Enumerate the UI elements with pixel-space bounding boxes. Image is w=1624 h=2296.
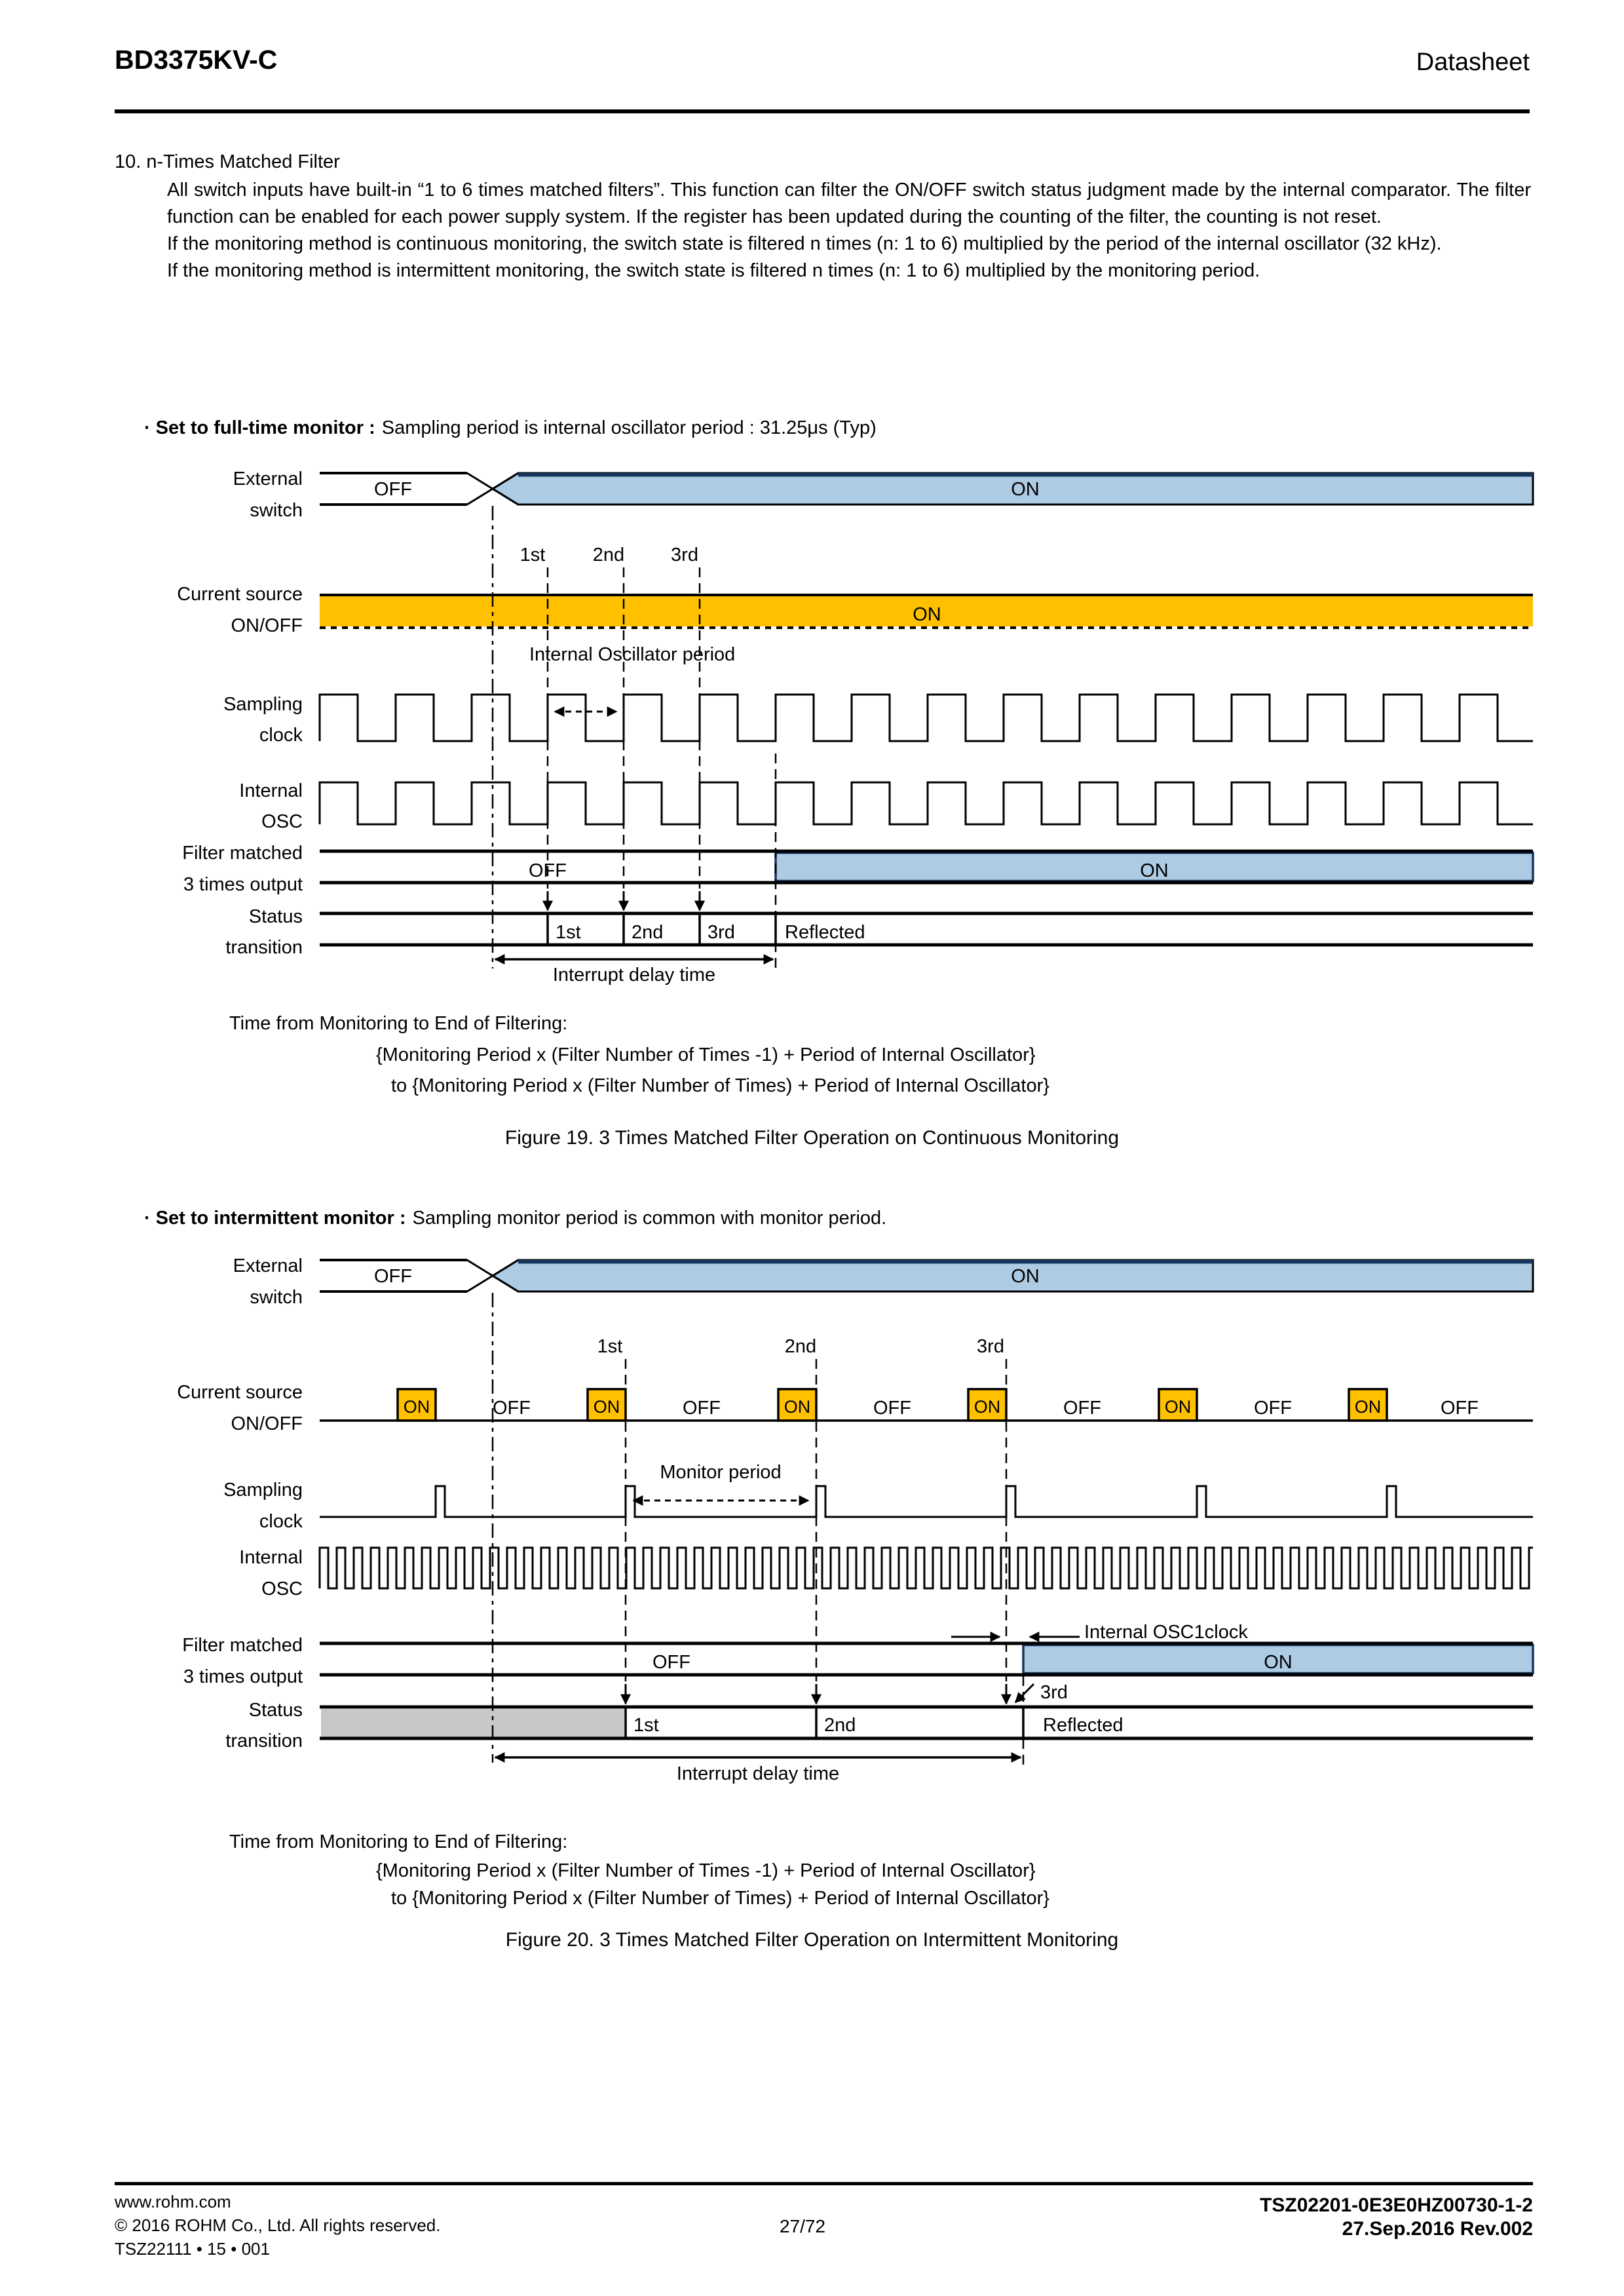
current-source-state-labels [404,1397,1479,1419]
ext-on-label: ON [1011,1266,1040,1287]
timing-note-intro: Time from Monitoring to End of Filtering: [229,1831,568,1852]
row-label-sampling: Sampling [223,1480,303,1501]
paragraph: If the monitoring method is continuous monitoring, the switch state is filtered n times (n: 1 to 6) multiplied by the period of the internal oscillator (32 kHz). [167,233,1442,254]
timing-note-formula-max: to {Monitoring Period x (Filter Number of Times) + Period of Internal Oscillator} [391,1888,1049,1909]
interrupt-delay-label: Interrupt delay time [676,1763,840,1784]
status-1st-label: 1st [633,1715,659,1736]
sample2-label: 2nd [592,545,625,565]
figure20-diagram [177,1255,1533,1784]
fig20-internal-osc-wave [320,1548,1533,1588]
status-reflected-label: Reflected [1043,1715,1124,1736]
row-label-filter-matched: Filter matched [182,1635,303,1656]
row-label-osc: OSC [261,811,303,832]
filter-on-label: ON [1264,1652,1293,1673]
svg-text:OFF: OFF [1063,1398,1101,1419]
paragraph: If the monitoring method is intermittent monitoring, the switch state is filtered n times (n: 1 to 6) multiplied by the monitoring period. [167,260,1260,281]
footer-rule [115,2182,1533,2185]
row-label-filter-matched: Filter matched [182,843,303,864]
footer-copyright: © 2016 ROHM Co., Ltd. All rights reserved. [115,2215,441,2235]
third-reflect-label: 3rd [1040,1682,1068,1703]
row-label-onoff: ON/OFF [231,1413,303,1434]
svg-text:OFF: OFF [1441,1398,1479,1419]
figure20-caption: Figure 20. 3 Times Matched Filter Operation on Intermittent Monitoring [505,1929,1119,1951]
svg-text:ON: ON [1354,1397,1382,1417]
row-label-current-source: Current source [177,1382,303,1403]
paragraph: All switch inputs have built-in “1 to 6 times matched filters”. This function can filter the ON/OFF switch status judgment made by the internal comparator. The filter function can be enabled for each power supply system. If the register has been updated during the counting of the filter, the counting is not reset. [167,180,1531,227]
footer-code: TSZ22111 • 15 • 001 [115,2239,270,2259]
current-on-label: ON [913,604,941,625]
fig19-internal-osc-wave [320,782,1533,824]
svg-text:ON: ON [784,1397,811,1417]
row-label-transition: transition [225,1731,303,1751]
section-title: n-Times Matched Filter [146,151,340,172]
bullet-text: Sampling period is internal oscillator period : 31.25μs (Typ) [381,417,877,438]
svg-text:ON: ON [1164,1397,1192,1417]
filter-off-label: OFF [529,860,567,881]
row-label-switch: switch [250,1287,303,1308]
status-2nd-label: 2nd [824,1715,856,1736]
bullet-bold-label: Set to intermittent monitor : [155,1208,406,1229]
row-label-transition: transition [225,937,303,958]
filter-on-label: ON [1140,860,1169,881]
row-label-status: Status [248,1700,303,1721]
monitor-period-label: Monitor period [660,1462,782,1483]
bullet-dot: · [144,417,151,438]
row-label-switch: switch [250,500,303,521]
row-label-internal: Internal [239,1547,303,1568]
row-label-3times-output: 3 times output [183,1666,303,1687]
sample3-label: 3rd [671,545,698,565]
row-label-external: External [233,1255,303,1276]
footer-page-number: 27/72 [780,2216,826,2236]
row-label-clock: clock [259,725,303,746]
sample2-label: 2nd [784,1336,817,1357]
ext-on-label: ON [1011,479,1040,500]
bullet-bold-label: Set to full-time monitor : [155,417,375,438]
svg-text:ON: ON [403,1397,430,1417]
figure19-caption: Figure 19. 3 Times Matched Filter Operation on Continuous Monitoring [504,1127,1120,1149]
svg-text:ON: ON [973,1397,1001,1417]
bullet-dot: · [144,1208,151,1229]
footer-revision: 27.Sep.2016 Rev.002 [1342,2218,1533,2240]
status-reflected-label: Reflected [785,922,865,943]
status-band [320,913,1533,945]
row-label-clock: clock [259,1511,303,1532]
row-label-onoff: ON/OFF [231,615,303,636]
section-number: 10. [115,151,142,172]
timing-note-intro: Time from Monitoring to End of Filtering: [229,1013,568,1034]
osc1clock-label: Internal OSC1clock [1084,1622,1248,1643]
sample1-label: 1st [519,545,546,565]
footer-url: www.rohm.com [115,2192,231,2211]
ext-off-label: OFF [374,479,412,500]
ext-off-label: OFF [374,1266,412,1287]
footer-left-block [115,2190,440,2261]
row-label-internal: Internal [239,780,303,801]
timing-note-formula-min: {Monitoring Period x (Filter Number of Times -1) + Period of Internal Oscillator} [376,1044,1036,1065]
row-label-3times-output: 3 times output [183,874,303,895]
fig20-sampling-clock-wave [320,1486,1533,1517]
filter-off-label: OFF [652,1652,690,1673]
bullet-text: Sampling monitor period is common with monitor period. [412,1208,887,1229]
status-1st-label: 1st [556,922,581,943]
row-label-status: Status [248,906,303,927]
timing-note-formula-min: {Monitoring Period x (Filter Number of Times -1) + Period of Internal Oscillator} [376,1860,1036,1881]
status-gray-region [321,1709,624,1737]
doc-type-label: Datasheet [1416,48,1530,76]
sample1-label: 1st [597,1336,623,1357]
svg-text:OFF: OFF [683,1398,721,1419]
footer-right-block [1260,2194,1533,2241]
svg-text:OFF: OFF [873,1398,911,1419]
fig19-sampling-clock-wave [320,695,1533,741]
footer-doc-number: TSZ02201-0E3E0HZ00730-1-2 [1260,2194,1533,2216]
row-label-external: External [233,469,303,489]
figure19-diagram [177,469,1533,985]
interrupt-delay-label: Interrupt delay time [552,965,716,985]
status-3rd-label: 3rd [708,922,735,943]
timing-note-formula-max: to {Monitoring Period x (Filter Number of Times) + Period of Internal Oscillator} [391,1075,1049,1096]
row-label-current-source: Current source [177,584,303,605]
svg-text:OFF: OFF [1254,1398,1292,1419]
row-label-osc: OSC [261,1578,303,1599]
row-label-sampling: Sampling [223,694,303,715]
page-title: BD3375KV-C [115,45,278,75]
osc-period-label: Internal Oscillator period [529,644,736,665]
third-sample-pointer-arrow [1015,1684,1034,1702]
svg-text:OFF: OFF [493,1398,531,1419]
status-2nd-label: 2nd [632,922,664,943]
sample3-label: 3rd [977,1336,1004,1357]
svg-text:ON: ON [593,1397,620,1417]
